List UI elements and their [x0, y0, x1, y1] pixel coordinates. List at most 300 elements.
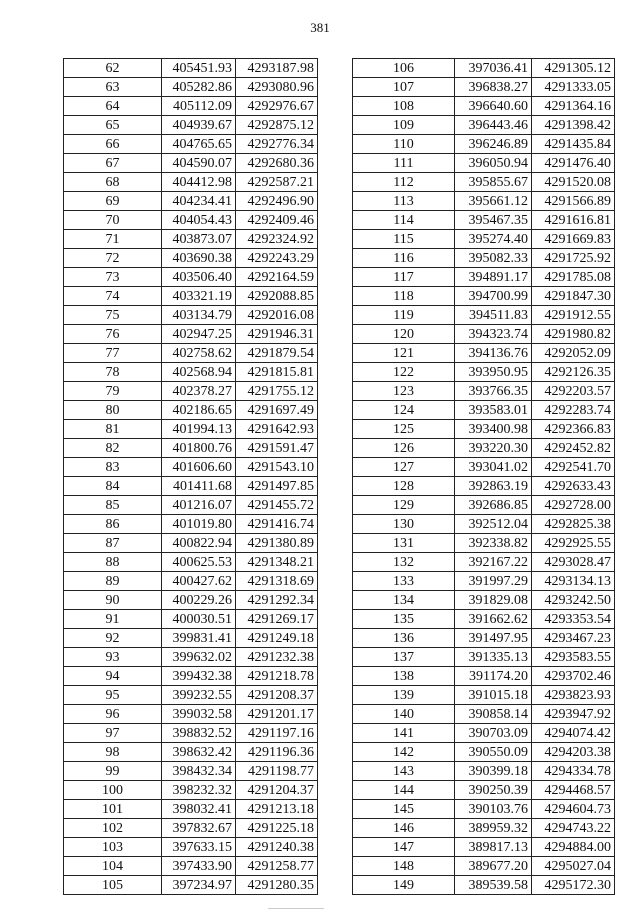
y-coordinate-cell: 4291348.21 — [236, 553, 318, 572]
point-number-cell: 83 — [64, 458, 162, 477]
x-coordinate-cell: 393220.30 — [455, 439, 532, 458]
y-coordinate-cell: 4293353.54 — [532, 610, 615, 629]
y-coordinate-cell: 4291785.08 — [532, 268, 615, 287]
x-coordinate-cell: 402568.94 — [162, 363, 236, 382]
y-coordinate-cell: 4291879.54 — [236, 344, 318, 363]
x-coordinate-cell: 393766.35 — [455, 382, 532, 401]
point-number-cell: 72 — [64, 249, 162, 268]
x-coordinate-cell: 402186.65 — [162, 401, 236, 420]
point-number-cell: 89 — [64, 572, 162, 591]
y-coordinate-cell: 4293187.98 — [236, 59, 318, 78]
point-number-cell: 101 — [64, 800, 162, 819]
y-coordinate-cell: 4292976.67 — [236, 97, 318, 116]
table-row — [64, 496, 318, 515]
table-row — [64, 781, 318, 800]
y-coordinate-cell: 4292164.59 — [236, 268, 318, 287]
point-number-cell: 95 — [64, 686, 162, 705]
point-number-cell: 106 — [353, 59, 455, 78]
point-number-cell: 127 — [353, 458, 455, 477]
table-row — [64, 838, 318, 857]
point-number-cell: 105 — [64, 876, 162, 895]
table-row — [64, 344, 318, 363]
x-coordinate-cell: 390399.18 — [455, 762, 532, 781]
table-row — [353, 268, 615, 287]
point-number-cell: 104 — [64, 857, 162, 876]
point-number-cell: 132 — [353, 553, 455, 572]
y-coordinate-cell: 4292243.29 — [236, 249, 318, 268]
table-row — [353, 838, 615, 857]
table-row — [64, 629, 318, 648]
table-row — [353, 648, 615, 667]
x-coordinate-cell: 404765.65 — [162, 135, 236, 154]
table-row — [353, 78, 615, 97]
y-coordinate-cell: 4291497.85 — [236, 477, 318, 496]
x-coordinate-cell: 396246.89 — [455, 135, 532, 154]
x-coordinate-cell: 399232.55 — [162, 686, 236, 705]
table-row — [64, 135, 318, 154]
y-coordinate-cell: 4291642.93 — [236, 420, 318, 439]
y-coordinate-cell: 4294074.42 — [532, 724, 615, 743]
table-row — [353, 705, 615, 724]
table-row — [64, 743, 318, 762]
y-coordinate-cell: 4291305.12 — [532, 59, 615, 78]
point-number-cell: 62 — [64, 59, 162, 78]
point-number-cell: 129 — [353, 496, 455, 515]
x-coordinate-cell: 403134.79 — [162, 306, 236, 325]
x-coordinate-cell: 397234.97 — [162, 876, 236, 895]
point-number-cell: 133 — [353, 572, 455, 591]
y-coordinate-cell: 4291946.31 — [236, 325, 318, 344]
y-coordinate-cell: 4291196.36 — [236, 743, 318, 762]
x-coordinate-cell: 405282.86 — [162, 78, 236, 97]
table-row — [64, 59, 318, 78]
x-coordinate-cell: 403321.19 — [162, 287, 236, 306]
y-coordinate-cell: 4291435.84 — [532, 135, 615, 154]
y-coordinate-cell: 4291520.08 — [532, 173, 615, 192]
y-coordinate-cell: 4292126.35 — [532, 363, 615, 382]
table-row — [353, 496, 615, 515]
coordinates-table-left-body — [64, 59, 318, 895]
table-row — [353, 97, 615, 116]
point-number-cell: 143 — [353, 762, 455, 781]
y-coordinate-cell: 4291455.72 — [236, 496, 318, 515]
table-row — [64, 325, 318, 344]
y-coordinate-cell: 4291280.35 — [236, 876, 318, 895]
point-number-cell: 110 — [353, 135, 455, 154]
x-coordinate-cell: 390103.76 — [455, 800, 532, 819]
x-coordinate-cell: 398032.41 — [162, 800, 236, 819]
point-number-cell: 91 — [64, 610, 162, 629]
x-coordinate-cell: 397633.15 — [162, 838, 236, 857]
x-coordinate-cell: 400229.26 — [162, 591, 236, 610]
table-row — [353, 116, 615, 135]
table-row — [353, 173, 615, 192]
x-coordinate-cell: 401411.68 — [162, 477, 236, 496]
y-coordinate-cell: 4294468.57 — [532, 781, 615, 800]
table-row — [353, 287, 615, 306]
y-coordinate-cell: 4292541.70 — [532, 458, 615, 477]
point-number-cell: 63 — [64, 78, 162, 97]
y-coordinate-cell: 4291543.10 — [236, 458, 318, 477]
table-row — [353, 249, 615, 268]
y-coordinate-cell: 4293028.47 — [532, 553, 615, 572]
table-row — [353, 458, 615, 477]
x-coordinate-cell: 394700.99 — [455, 287, 532, 306]
x-coordinate-cell: 393041.02 — [455, 458, 532, 477]
table-row — [353, 192, 615, 211]
point-number-cell: 68 — [64, 173, 162, 192]
y-coordinate-cell: 4291232.38 — [236, 648, 318, 667]
table-row — [64, 610, 318, 629]
x-coordinate-cell: 392512.04 — [455, 515, 532, 534]
point-number-cell: 135 — [353, 610, 455, 629]
point-number-cell: 84 — [64, 477, 162, 496]
table-row — [353, 477, 615, 496]
y-coordinate-cell: 4293134.13 — [532, 572, 615, 591]
table-row — [353, 667, 615, 686]
x-coordinate-cell: 392686.85 — [455, 496, 532, 515]
table-row — [353, 781, 615, 800]
y-coordinate-cell: 4292366.83 — [532, 420, 615, 439]
y-coordinate-cell: 4292203.57 — [532, 382, 615, 401]
table-row — [353, 211, 615, 230]
table-row — [64, 458, 318, 477]
y-coordinate-cell: 4291225.18 — [236, 819, 318, 838]
point-number-cell: 136 — [353, 629, 455, 648]
x-coordinate-cell: 392863.19 — [455, 477, 532, 496]
x-coordinate-cell: 404412.98 — [162, 173, 236, 192]
y-coordinate-cell: 4292587.21 — [236, 173, 318, 192]
x-coordinate-cell: 401994.13 — [162, 420, 236, 439]
point-number-cell: 113 — [353, 192, 455, 211]
table-row — [64, 268, 318, 287]
y-coordinate-cell: 4292825.38 — [532, 515, 615, 534]
y-coordinate-cell: 4293823.93 — [532, 686, 615, 705]
x-coordinate-cell: 397036.41 — [455, 59, 532, 78]
y-coordinate-cell: 4291213.18 — [236, 800, 318, 819]
x-coordinate-cell: 392167.22 — [455, 553, 532, 572]
point-number-cell: 121 — [353, 344, 455, 363]
y-coordinate-cell: 4292052.09 — [532, 344, 615, 363]
y-coordinate-cell: 4291669.83 — [532, 230, 615, 249]
x-coordinate-cell: 400822.94 — [162, 534, 236, 553]
x-coordinate-cell: 389817.13 — [455, 838, 532, 857]
y-coordinate-cell: 4291249.18 — [236, 629, 318, 648]
x-coordinate-cell: 394323.74 — [455, 325, 532, 344]
y-coordinate-cell: 4291912.55 — [532, 306, 615, 325]
y-coordinate-cell: 4291697.49 — [236, 401, 318, 420]
table-row — [64, 420, 318, 439]
point-number-cell: 115 — [353, 230, 455, 249]
y-coordinate-cell: 4292496.90 — [236, 192, 318, 211]
point-number-cell: 130 — [353, 515, 455, 534]
x-coordinate-cell: 398632.42 — [162, 743, 236, 762]
table-row — [64, 211, 318, 230]
x-coordinate-cell: 396640.60 — [455, 97, 532, 116]
y-coordinate-cell: 4294604.73 — [532, 800, 615, 819]
table-row — [64, 591, 318, 610]
point-number-cell: 100 — [64, 781, 162, 800]
table-row — [353, 762, 615, 781]
table-row — [353, 420, 615, 439]
point-number-cell: 96 — [64, 705, 162, 724]
point-number-cell: 116 — [353, 249, 455, 268]
x-coordinate-cell: 403873.07 — [162, 230, 236, 249]
y-coordinate-cell: 4291292.34 — [236, 591, 318, 610]
x-coordinate-cell: 400030.51 — [162, 610, 236, 629]
x-coordinate-cell: 391174.20 — [455, 667, 532, 686]
x-coordinate-cell: 390250.39 — [455, 781, 532, 800]
table-row — [353, 553, 615, 572]
table-row — [353, 439, 615, 458]
point-number-cell: 124 — [353, 401, 455, 420]
y-coordinate-cell: 4295027.04 — [532, 857, 615, 876]
y-coordinate-cell: 4291380.89 — [236, 534, 318, 553]
x-coordinate-cell: 397832.67 — [162, 819, 236, 838]
y-coordinate-cell: 4291218.78 — [236, 667, 318, 686]
table-row — [64, 477, 318, 496]
x-coordinate-cell: 401800.76 — [162, 439, 236, 458]
footer-divider — [268, 908, 324, 909]
table-row — [353, 306, 615, 325]
point-number-cell: 90 — [64, 591, 162, 610]
y-coordinate-cell: 4291815.81 — [236, 363, 318, 382]
y-coordinate-cell: 4292728.00 — [532, 496, 615, 515]
y-coordinate-cell: 4291201.17 — [236, 705, 318, 724]
x-coordinate-cell: 402378.27 — [162, 382, 236, 401]
x-coordinate-cell: 402758.62 — [162, 344, 236, 363]
x-coordinate-cell: 401606.60 — [162, 458, 236, 477]
table-row — [353, 819, 615, 838]
x-coordinate-cell: 394511.83 — [455, 306, 532, 325]
x-coordinate-cell: 394136.76 — [455, 344, 532, 363]
point-number-cell: 125 — [353, 420, 455, 439]
point-number-cell: 109 — [353, 116, 455, 135]
table-row — [353, 325, 615, 344]
table-row — [64, 667, 318, 686]
point-number-cell: 92 — [64, 629, 162, 648]
table-row — [64, 857, 318, 876]
table-row — [64, 192, 318, 211]
y-coordinate-cell: 4292452.82 — [532, 439, 615, 458]
x-coordinate-cell: 394891.17 — [455, 268, 532, 287]
y-coordinate-cell: 4291755.12 — [236, 382, 318, 401]
table-row — [353, 382, 615, 401]
table-row — [64, 97, 318, 116]
point-number-cell: 122 — [353, 363, 455, 382]
x-coordinate-cell: 396443.46 — [455, 116, 532, 135]
point-number-cell: 97 — [64, 724, 162, 743]
point-number-cell: 103 — [64, 838, 162, 857]
x-coordinate-cell: 405451.93 — [162, 59, 236, 78]
table-row — [64, 534, 318, 553]
point-number-cell: 126 — [353, 439, 455, 458]
x-coordinate-cell: 399632.02 — [162, 648, 236, 667]
table-row — [353, 534, 615, 553]
y-coordinate-cell: 4291566.89 — [532, 192, 615, 211]
point-number-cell: 142 — [353, 743, 455, 762]
table-row — [353, 344, 615, 363]
table-row — [64, 648, 318, 667]
point-number-cell: 107 — [353, 78, 455, 97]
point-number-cell: 79 — [64, 382, 162, 401]
x-coordinate-cell: 390550.09 — [455, 743, 532, 762]
point-number-cell: 148 — [353, 857, 455, 876]
point-number-cell: 85 — [64, 496, 162, 515]
point-number-cell: 139 — [353, 686, 455, 705]
x-coordinate-cell: 398432.34 — [162, 762, 236, 781]
y-coordinate-cell: 4291364.16 — [532, 97, 615, 116]
y-coordinate-cell: 4291476.40 — [532, 154, 615, 173]
table-row — [353, 591, 615, 610]
x-coordinate-cell: 395467.35 — [455, 211, 532, 230]
x-coordinate-cell: 391829.08 — [455, 591, 532, 610]
y-coordinate-cell: 4293242.50 — [532, 591, 615, 610]
point-number-cell: 140 — [353, 705, 455, 724]
table-row — [353, 401, 615, 420]
y-coordinate-cell: 4291980.82 — [532, 325, 615, 344]
x-coordinate-cell: 389677.20 — [455, 857, 532, 876]
y-coordinate-cell: 4293080.96 — [236, 78, 318, 97]
y-coordinate-cell: 4295172.30 — [532, 876, 615, 895]
point-number-cell: 75 — [64, 306, 162, 325]
table-row — [353, 154, 615, 173]
x-coordinate-cell: 392338.82 — [455, 534, 532, 553]
table-row — [64, 439, 318, 458]
y-coordinate-cell: 4291416.74 — [236, 515, 318, 534]
point-number-cell: 81 — [64, 420, 162, 439]
coordinates-table-right — [352, 58, 615, 895]
table-row — [353, 572, 615, 591]
point-number-cell: 119 — [353, 306, 455, 325]
table-row — [64, 686, 318, 705]
table-row — [64, 401, 318, 420]
x-coordinate-cell: 401019.80 — [162, 515, 236, 534]
y-coordinate-cell: 4291333.05 — [532, 78, 615, 97]
point-number-cell: 120 — [353, 325, 455, 344]
x-coordinate-cell: 391497.95 — [455, 629, 532, 648]
x-coordinate-cell: 404234.41 — [162, 192, 236, 211]
point-number-cell: 128 — [353, 477, 455, 496]
point-number-cell: 93 — [64, 648, 162, 667]
point-number-cell: 71 — [64, 230, 162, 249]
table-row — [353, 363, 615, 382]
y-coordinate-cell: 4292283.74 — [532, 401, 615, 420]
y-coordinate-cell: 4291398.42 — [532, 116, 615, 135]
coordinates-table-right-body — [353, 59, 615, 895]
y-coordinate-cell: 4291847.30 — [532, 287, 615, 306]
x-coordinate-cell: 399032.58 — [162, 705, 236, 724]
table-row — [64, 819, 318, 838]
x-coordinate-cell: 395661.12 — [455, 192, 532, 211]
x-coordinate-cell: 393950.95 — [455, 363, 532, 382]
x-coordinate-cell: 391997.29 — [455, 572, 532, 591]
y-coordinate-cell: 4291208.37 — [236, 686, 318, 705]
table-row — [353, 743, 615, 762]
point-number-cell: 86 — [64, 515, 162, 534]
y-coordinate-cell: 4294203.38 — [532, 743, 615, 762]
point-number-cell: 73 — [64, 268, 162, 287]
point-number-cell: 147 — [353, 838, 455, 857]
table-row — [64, 705, 318, 724]
x-coordinate-cell: 395274.40 — [455, 230, 532, 249]
table-row — [353, 724, 615, 743]
point-number-cell: 98 — [64, 743, 162, 762]
x-coordinate-cell: 403690.38 — [162, 249, 236, 268]
table-row — [64, 154, 318, 173]
x-coordinate-cell: 404054.43 — [162, 211, 236, 230]
point-number-cell: 111 — [353, 154, 455, 173]
point-number-cell: 64 — [64, 97, 162, 116]
point-number-cell: 144 — [353, 781, 455, 800]
x-coordinate-cell: 400625.53 — [162, 553, 236, 572]
point-number-cell: 112 — [353, 173, 455, 192]
y-coordinate-cell: 4291318.69 — [236, 572, 318, 591]
point-number-cell: 87 — [64, 534, 162, 553]
point-number-cell: 70 — [64, 211, 162, 230]
table-row — [64, 515, 318, 534]
x-coordinate-cell: 397433.90 — [162, 857, 236, 876]
table-row — [353, 230, 615, 249]
table-row — [64, 553, 318, 572]
coordinates-table-left — [63, 58, 318, 895]
point-number-cell: 123 — [353, 382, 455, 401]
y-coordinate-cell: 4293467.23 — [532, 629, 615, 648]
y-coordinate-cell: 4292776.34 — [236, 135, 318, 154]
table-row — [353, 610, 615, 629]
point-number-cell: 78 — [64, 363, 162, 382]
point-number-cell: 94 — [64, 667, 162, 686]
y-coordinate-cell: 4292633.43 — [532, 477, 615, 496]
table-row — [353, 800, 615, 819]
x-coordinate-cell: 393400.98 — [455, 420, 532, 439]
y-coordinate-cell: 4291240.38 — [236, 838, 318, 857]
x-coordinate-cell: 404939.67 — [162, 116, 236, 135]
table-row — [353, 857, 615, 876]
y-coordinate-cell: 4291197.16 — [236, 724, 318, 743]
x-coordinate-cell: 400427.62 — [162, 572, 236, 591]
point-number-cell: 146 — [353, 819, 455, 838]
y-coordinate-cell: 4293947.92 — [532, 705, 615, 724]
y-coordinate-cell: 4292680.36 — [236, 154, 318, 173]
x-coordinate-cell: 399831.41 — [162, 629, 236, 648]
point-number-cell: 134 — [353, 591, 455, 610]
table-row — [353, 135, 615, 154]
page-number: 381 — [310, 20, 330, 35]
table-row — [64, 800, 318, 819]
table-row — [64, 762, 318, 781]
table-row — [64, 287, 318, 306]
y-coordinate-cell: 4292016.08 — [236, 306, 318, 325]
x-coordinate-cell: 393583.01 — [455, 401, 532, 420]
x-coordinate-cell: 402947.25 — [162, 325, 236, 344]
y-coordinate-cell: 4291269.17 — [236, 610, 318, 629]
y-coordinate-cell: 4292875.12 — [236, 116, 318, 135]
x-coordinate-cell: 391015.18 — [455, 686, 532, 705]
table-row — [64, 382, 318, 401]
x-coordinate-cell: 398832.52 — [162, 724, 236, 743]
point-number-cell: 76 — [64, 325, 162, 344]
y-coordinate-cell: 4292088.85 — [236, 287, 318, 306]
point-number-cell: 82 — [64, 439, 162, 458]
y-coordinate-cell: 4291258.77 — [236, 857, 318, 876]
x-coordinate-cell: 405112.09 — [162, 97, 236, 116]
y-coordinate-cell: 4292409.46 — [236, 211, 318, 230]
x-coordinate-cell: 396838.27 — [455, 78, 532, 97]
x-coordinate-cell: 389959.32 — [455, 819, 532, 838]
x-coordinate-cell: 390858.14 — [455, 705, 532, 724]
y-coordinate-cell: 4291198.77 — [236, 762, 318, 781]
